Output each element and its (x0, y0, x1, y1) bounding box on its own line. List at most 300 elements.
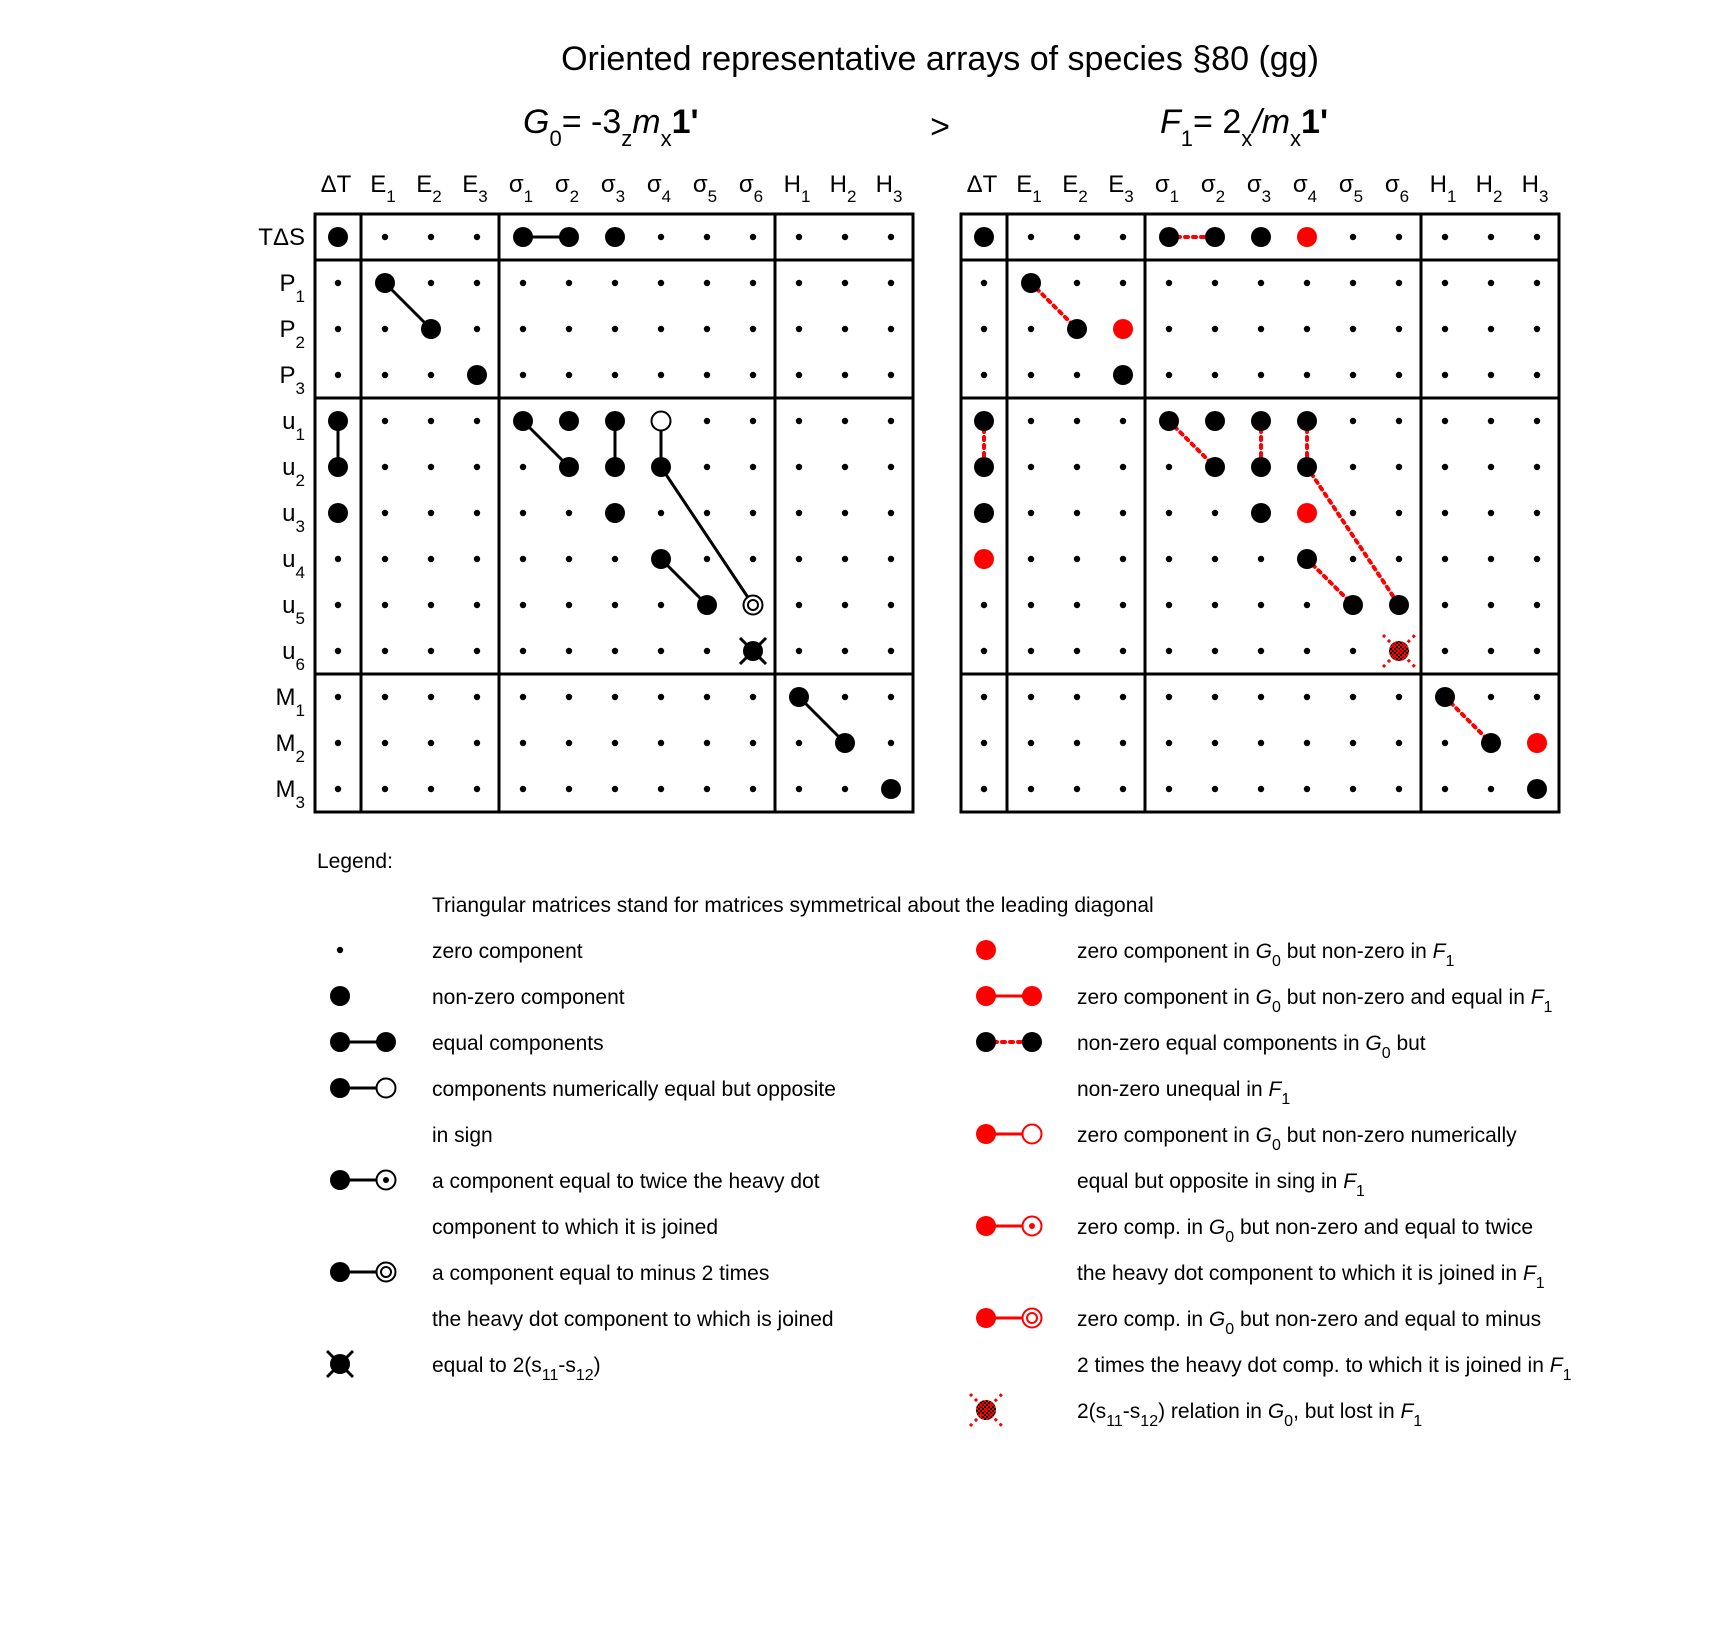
right-zero-dot (1166, 556, 1172, 562)
left-zero-dot (842, 602, 848, 608)
right-nonzero-dot (1297, 411, 1317, 431)
left-zero-dot (796, 740, 802, 746)
right-zero-dot (1534, 372, 1540, 378)
left-nonzero-dot (467, 365, 487, 385)
right-col-label: $H_2$ (1475, 171, 1503, 206)
right-zero-dot (1442, 740, 1448, 746)
left-nonzero-dot (328, 411, 348, 431)
legend-note: Triangular matrices stand for matrices symmetrical about the leading diagonal (432, 894, 1154, 917)
right-zero-dot (1028, 740, 1034, 746)
left-zero-dot (474, 648, 480, 654)
legend-text: equal to $2(s_{11}-s_{12})$ (432, 1354, 601, 1384)
left-nonzero-dot (605, 411, 625, 431)
right-zero-dot (1488, 786, 1494, 792)
right-zero-dot (1396, 556, 1402, 562)
left-zero-dot (428, 464, 434, 470)
right-nonzero-dot (1159, 411, 1179, 431)
right-zero-dot (1028, 694, 1034, 700)
left-zero-dot (704, 694, 710, 700)
left-group-symbol: $G_0= -3_zm_x1'$ (523, 103, 699, 151)
left-zero-dot (750, 556, 756, 562)
right-zero-dot (1534, 464, 1540, 470)
comparison-symbol: > (930, 108, 950, 146)
left-zero-dot (888, 510, 894, 516)
left-zero-dot (796, 602, 802, 608)
left-zero-dot (474, 694, 480, 700)
left-col-label: $\sigma_1$ (508, 171, 534, 206)
left-nonzero-dot (651, 549, 671, 569)
right-zero-dot (1028, 510, 1034, 516)
legend-text: components numerically equal but opposite (432, 1078, 836, 1101)
legend (317, 850, 1572, 1430)
legend-heading: Legend: (317, 850, 393, 873)
left-zero-dot (566, 694, 572, 700)
left-zero-dot (566, 372, 572, 378)
right-nonzero-dot (1251, 503, 1271, 523)
right-zero-dot (1028, 418, 1034, 424)
right-lost-cross-line (1383, 635, 1415, 667)
left-zero-dot (520, 556, 526, 562)
right-zero-dot (1120, 740, 1126, 746)
right-col-label: $\sigma_1$ (1154, 171, 1180, 206)
left-zero-dot (612, 326, 618, 332)
left-col-label: $\sigma_2$ (554, 171, 580, 206)
right-zero-dot (1028, 326, 1034, 332)
legend-link-dot (330, 1032, 350, 1052)
left-col-label: $E_2$ (416, 171, 442, 206)
right-zero-dot (1350, 740, 1356, 746)
right-zero-dot (1258, 602, 1264, 608)
left-zero-dot (888, 372, 894, 378)
left-zero-dot (750, 418, 756, 424)
legend-text: non-zero unequal in $F_1$ (1077, 1078, 1291, 1108)
right-zero-dot (1488, 602, 1494, 608)
right-nonzero-dot (1113, 365, 1133, 385)
left-zero-dot (796, 556, 802, 562)
left-zero-dot (566, 510, 572, 516)
right-zero-dot (1396, 740, 1402, 746)
left-col-label: $H_2$ (829, 171, 857, 206)
left-zero-dot (842, 326, 848, 332)
left-nonzero-dot (605, 227, 625, 247)
left-zero-dot (842, 372, 848, 378)
right-zero-dot (1488, 234, 1494, 240)
left-zero-dot (474, 786, 480, 792)
legend-text: zero component in $G_0$ but non-zero numerically (1077, 1124, 1517, 1154)
left-nonzero-dot (605, 503, 625, 523)
left-zero-dot (888, 464, 894, 470)
left-nonzero-dot (513, 411, 533, 431)
left-zero-dot (888, 280, 894, 286)
right-zero-dot (1166, 602, 1172, 608)
left-zero-dot (382, 694, 388, 700)
legend-nonzero-dot (976, 1032, 996, 1052)
right-zero-dot (1074, 280, 1080, 286)
legend-zero-dot (337, 947, 343, 953)
right-zero-dot (1074, 372, 1080, 378)
right-zero-dot (1396, 372, 1402, 378)
left-nonzero-dot (513, 227, 533, 247)
right-zero-dot (1166, 648, 1172, 654)
left-zero-dot (520, 326, 526, 332)
right-nonzero-dot (1527, 779, 1547, 799)
right-nonzero-dot (974, 411, 994, 431)
left-zero-dot (474, 326, 480, 332)
left-zero-dot (335, 786, 341, 792)
left-zero-dot (566, 602, 572, 608)
left-zero-dot (750, 280, 756, 286)
left-zero-dot (520, 602, 526, 608)
right-zero-dot (1074, 740, 1080, 746)
left-zero-dot (335, 694, 341, 700)
right-nonzero-dot (1251, 457, 1271, 477)
right-nonzero-dot (974, 503, 994, 523)
left-zero-dot (842, 418, 848, 424)
right-zero-dot (1488, 326, 1494, 332)
left-zero-dot (566, 740, 572, 746)
left-zero-dot (796, 372, 802, 378)
left-zero-dot (520, 510, 526, 516)
left-nonzero-dot (328, 457, 348, 477)
right-zero-dot (1442, 556, 1448, 562)
left-zero-dot (382, 418, 388, 424)
right-zero-dot (1396, 418, 1402, 424)
left-zero-dot (474, 556, 480, 562)
left-zero-dot (335, 648, 341, 654)
left-zero-dot (796, 280, 802, 286)
right-zero-dot (1258, 280, 1264, 286)
left-zero-dot (566, 556, 572, 562)
right-zero-dot (1120, 464, 1126, 470)
right-red-dot (1297, 503, 1317, 523)
left-zero-dot (566, 326, 572, 332)
right-nonzero-dot (1343, 595, 1363, 615)
right-zero-dot (1166, 510, 1172, 516)
right-zero-dot (1074, 464, 1080, 470)
right-zero-dot (1534, 510, 1540, 516)
row-label: $u_5$ (282, 592, 305, 628)
right-zero-dot (1258, 648, 1264, 654)
right-col-label: $\sigma_2$ (1200, 171, 1226, 206)
right-zero-dot (1074, 786, 1080, 792)
legend-red-dot (976, 940, 996, 960)
left-zero-dot (474, 740, 480, 746)
right-zero-dot (1258, 556, 1264, 562)
right-zero-dot (1028, 464, 1034, 470)
right-zero-dot (1350, 556, 1356, 562)
legend-open-dot (377, 1079, 396, 1098)
right-col-label: $E_2$ (1062, 171, 1088, 206)
right-zero-dot (1028, 786, 1034, 792)
left-zero-dot (796, 510, 802, 516)
left-nonzero-dot (651, 457, 671, 477)
right-zero-dot (1258, 326, 1264, 332)
left-zero-dot (382, 464, 388, 470)
left-zero-dot (612, 280, 618, 286)
legend-text: equal components (432, 1032, 604, 1055)
left-zero-dot (888, 648, 894, 654)
left-zero-dot (750, 694, 756, 700)
legend-text: zero component (432, 940, 583, 963)
right-zero-dot (981, 740, 987, 746)
right-zero-dot (1212, 326, 1218, 332)
right-red-dot (974, 549, 994, 569)
left-col-label: $E_1$ (370, 171, 396, 206)
right-zero-dot (1212, 556, 1218, 562)
left-zero-dot (704, 280, 710, 286)
right-nonzero-dot (1251, 411, 1271, 431)
left-zero-dot (428, 510, 434, 516)
right-zero-dot (1258, 740, 1264, 746)
left-zero-dot (474, 418, 480, 424)
right-zero-dot (1488, 372, 1494, 378)
left-zero-dot (796, 418, 802, 424)
legend-text: in sign (432, 1124, 493, 1147)
right-nonzero-dot (1205, 411, 1225, 431)
right-zero-dot (1442, 326, 1448, 332)
right-zero-dot (1534, 694, 1540, 700)
left-zero-dot (704, 510, 710, 516)
left-zero-dot (704, 556, 710, 562)
left-nonzero-dot (605, 457, 625, 477)
legend-text: zero component in $G_0$ but non-zero in $F_1$ (1077, 940, 1455, 970)
right-zero-dot (1396, 464, 1402, 470)
right-zero-dot (981, 694, 987, 700)
left-zero-dot (566, 786, 572, 792)
right-nonzero-dot (1389, 595, 1409, 615)
right-zero-dot (1120, 602, 1126, 608)
right-zero-dot (1120, 418, 1126, 424)
left-zero-dot (704, 740, 710, 746)
left-zero-dot (796, 234, 802, 240)
left-zero-dot (474, 602, 480, 608)
right-zero-dot (1442, 602, 1448, 608)
right-zero-dot (1074, 602, 1080, 608)
right-zero-dot (1350, 326, 1356, 332)
right-zero-dot (1258, 786, 1264, 792)
left-zero-dot (612, 694, 618, 700)
legend-target-center (383, 1177, 389, 1183)
left-zero-dot (888, 556, 894, 562)
left-zero-dot (382, 740, 388, 746)
left-zero-dot (704, 464, 710, 470)
left-zero-dot (382, 326, 388, 332)
left-zero-dot (382, 556, 388, 562)
left-zero-dot (520, 464, 526, 470)
right-zero-dot (1350, 280, 1356, 286)
left-nonzero-dot (789, 687, 809, 707)
legend-lost-cross-line (970, 1394, 1002, 1426)
left-zero-dot (428, 740, 434, 746)
left-zero-dot (474, 234, 480, 240)
right-zero-dot (1350, 234, 1356, 240)
row-label: $M_2$ (275, 730, 305, 766)
right-nonzero-dot (1067, 319, 1087, 339)
right-nonzero-dot (974, 227, 994, 247)
right-zero-dot (1212, 602, 1218, 608)
left-zero-dot (842, 694, 848, 700)
right-zero-dot (1166, 372, 1172, 378)
left-zero-dot (428, 786, 434, 792)
right-zero-dot (1396, 694, 1402, 700)
row-label: $u_2$ (282, 454, 305, 490)
legend-link-dot (330, 1170, 350, 1190)
right-zero-dot (1488, 556, 1494, 562)
right-zero-dot (1396, 510, 1402, 516)
right-zero-dot (1534, 234, 1540, 240)
left-col-label: ΔT (320, 171, 352, 198)
right-zero-dot (1166, 464, 1172, 470)
left-zero-dot (750, 326, 756, 332)
right-zero-dot (1442, 418, 1448, 424)
left-zero-dot (612, 556, 618, 562)
legend-text: a component equal to minus 2 times (432, 1262, 770, 1285)
left-zero-dot (612, 372, 618, 378)
left-zero-dot (704, 786, 710, 792)
right-zero-dot (1304, 786, 1310, 792)
legend-text: zero component in $G_0$ but non-zero and equal in $F_1$ (1077, 986, 1553, 1016)
legend-link-dot (976, 986, 996, 1006)
left-zero-dot (796, 326, 802, 332)
right-zero-dot (1166, 786, 1172, 792)
right-zero-dot (1350, 694, 1356, 700)
legend-text: a component equal to twice the heavy dot (432, 1170, 820, 1193)
right-zero-dot (1304, 694, 1310, 700)
left-zero-dot (382, 372, 388, 378)
left-zero-dot (842, 464, 848, 470)
right-zero-dot (1396, 280, 1402, 286)
right-zero-dot (1120, 648, 1126, 654)
right-nonzero-dot (1205, 227, 1225, 247)
left-zero-dot (658, 372, 664, 378)
right-nonzero-dot (1159, 227, 1179, 247)
right-red-dot (1527, 733, 1547, 753)
legend-link-dot (1022, 986, 1042, 1006)
left-zero-dot (428, 556, 434, 562)
left-zero-dot (520, 372, 526, 378)
left-col-label: $\sigma_5$ (692, 171, 718, 206)
left-zero-dot (842, 234, 848, 240)
left-nonzero-dot (328, 227, 348, 247)
left-zero-dot (704, 372, 710, 378)
right-zero-dot (1074, 418, 1080, 424)
left-zero-dot (750, 510, 756, 516)
right-zero-dot (1350, 648, 1356, 654)
right-zero-dot (981, 326, 987, 332)
right-nonzero-dot (1297, 549, 1317, 569)
left-zero-dot (658, 234, 664, 240)
left-zero-dot (842, 280, 848, 286)
left-zero-dot (520, 740, 526, 746)
legend-text: equal but opposite in sing in $F_1$ (1077, 1170, 1365, 1200)
left-zero-dot (612, 648, 618, 654)
right-zero-dot (1442, 464, 1448, 470)
left-zero-dot (520, 280, 526, 286)
left-zero-dot (658, 786, 664, 792)
left-zero-dot (335, 602, 341, 608)
left-zero-dot (382, 648, 388, 654)
left-zero-dot (335, 326, 341, 332)
right-zero-dot (1166, 326, 1172, 332)
left-zero-dot (750, 464, 756, 470)
left-zero-dot (888, 602, 894, 608)
left-zero-dot (335, 280, 341, 286)
left-zero-dot (888, 740, 894, 746)
right-zero-dot (1304, 326, 1310, 332)
left-zero-dot (520, 648, 526, 654)
legend-bullseye-ring (381, 1267, 391, 1277)
legend-link-dot (376, 1032, 396, 1052)
left-nonzero-dot (697, 595, 717, 615)
legend-text: component to which it is joined (432, 1216, 718, 1239)
right-zero-dot (981, 372, 987, 378)
right-zero-dot (1028, 602, 1034, 608)
right-zero-dot (1258, 372, 1264, 378)
right-zero-dot (1350, 418, 1356, 424)
right-zero-dot (1350, 464, 1356, 470)
diagram-title: Oriented representative arrays of species §80 (gg) (561, 40, 1319, 78)
right-col-label: $E_3$ (1108, 171, 1134, 206)
left-zero-dot (704, 326, 710, 332)
right-zero-dot (1074, 648, 1080, 654)
right-zero-dot (1534, 556, 1540, 562)
right-zero-dot (1166, 740, 1172, 746)
legend-link-dot (976, 1216, 996, 1236)
left-zero-dot (520, 694, 526, 700)
right-zero-dot (1396, 786, 1402, 792)
left-zero-dot (842, 510, 848, 516)
row-label: $P_2$ (279, 316, 305, 352)
right-zero-dot (1166, 694, 1172, 700)
right-zero-dot (1488, 510, 1494, 516)
left-zero-dot (658, 510, 664, 516)
right-nonzero-dot (974, 457, 994, 477)
right-matrix (961, 171, 1559, 812)
right-zero-dot (1350, 510, 1356, 516)
left-zero-dot (428, 694, 434, 700)
left-open-dot (652, 412, 671, 431)
right-zero-dot (1212, 648, 1218, 654)
left-zero-dot (888, 234, 894, 240)
legend-link-dot (976, 1124, 996, 1144)
row-label: $u_3$ (282, 500, 305, 536)
right-zero-dot (1074, 234, 1080, 240)
right-zero-dot (1074, 510, 1080, 516)
left-zero-dot (750, 786, 756, 792)
left-zero-dot (335, 556, 341, 562)
right-group-symbol: $F_1= 2_x/m_x1'$ (1160, 103, 1329, 151)
left-bullseye-ring (748, 600, 758, 610)
left-zero-dot (888, 418, 894, 424)
right-nonzero-dot (1205, 457, 1225, 477)
left-zero-dot (428, 234, 434, 240)
right-zero-dot (1488, 280, 1494, 286)
row-label: $M_3$ (275, 776, 305, 812)
legend-nonzero-dot (330, 986, 350, 1006)
legend-text: the heavy dot component to which it is joined in $F_1$ (1077, 1262, 1545, 1292)
left-col-label: $H_1$ (783, 171, 811, 206)
left-zero-dot (658, 602, 664, 608)
right-zero-dot (1534, 326, 1540, 332)
left-zero-dot (335, 740, 341, 746)
left-col-label: $E_3$ (462, 171, 488, 206)
left-zero-dot (428, 602, 434, 608)
row-label: $u_6$ (282, 638, 305, 674)
row-label: $u_4$ (282, 546, 305, 582)
right-nonzero-dot (1435, 687, 1455, 707)
right-col-label: $H_3$ (1521, 171, 1549, 206)
left-zero-dot (428, 418, 434, 424)
